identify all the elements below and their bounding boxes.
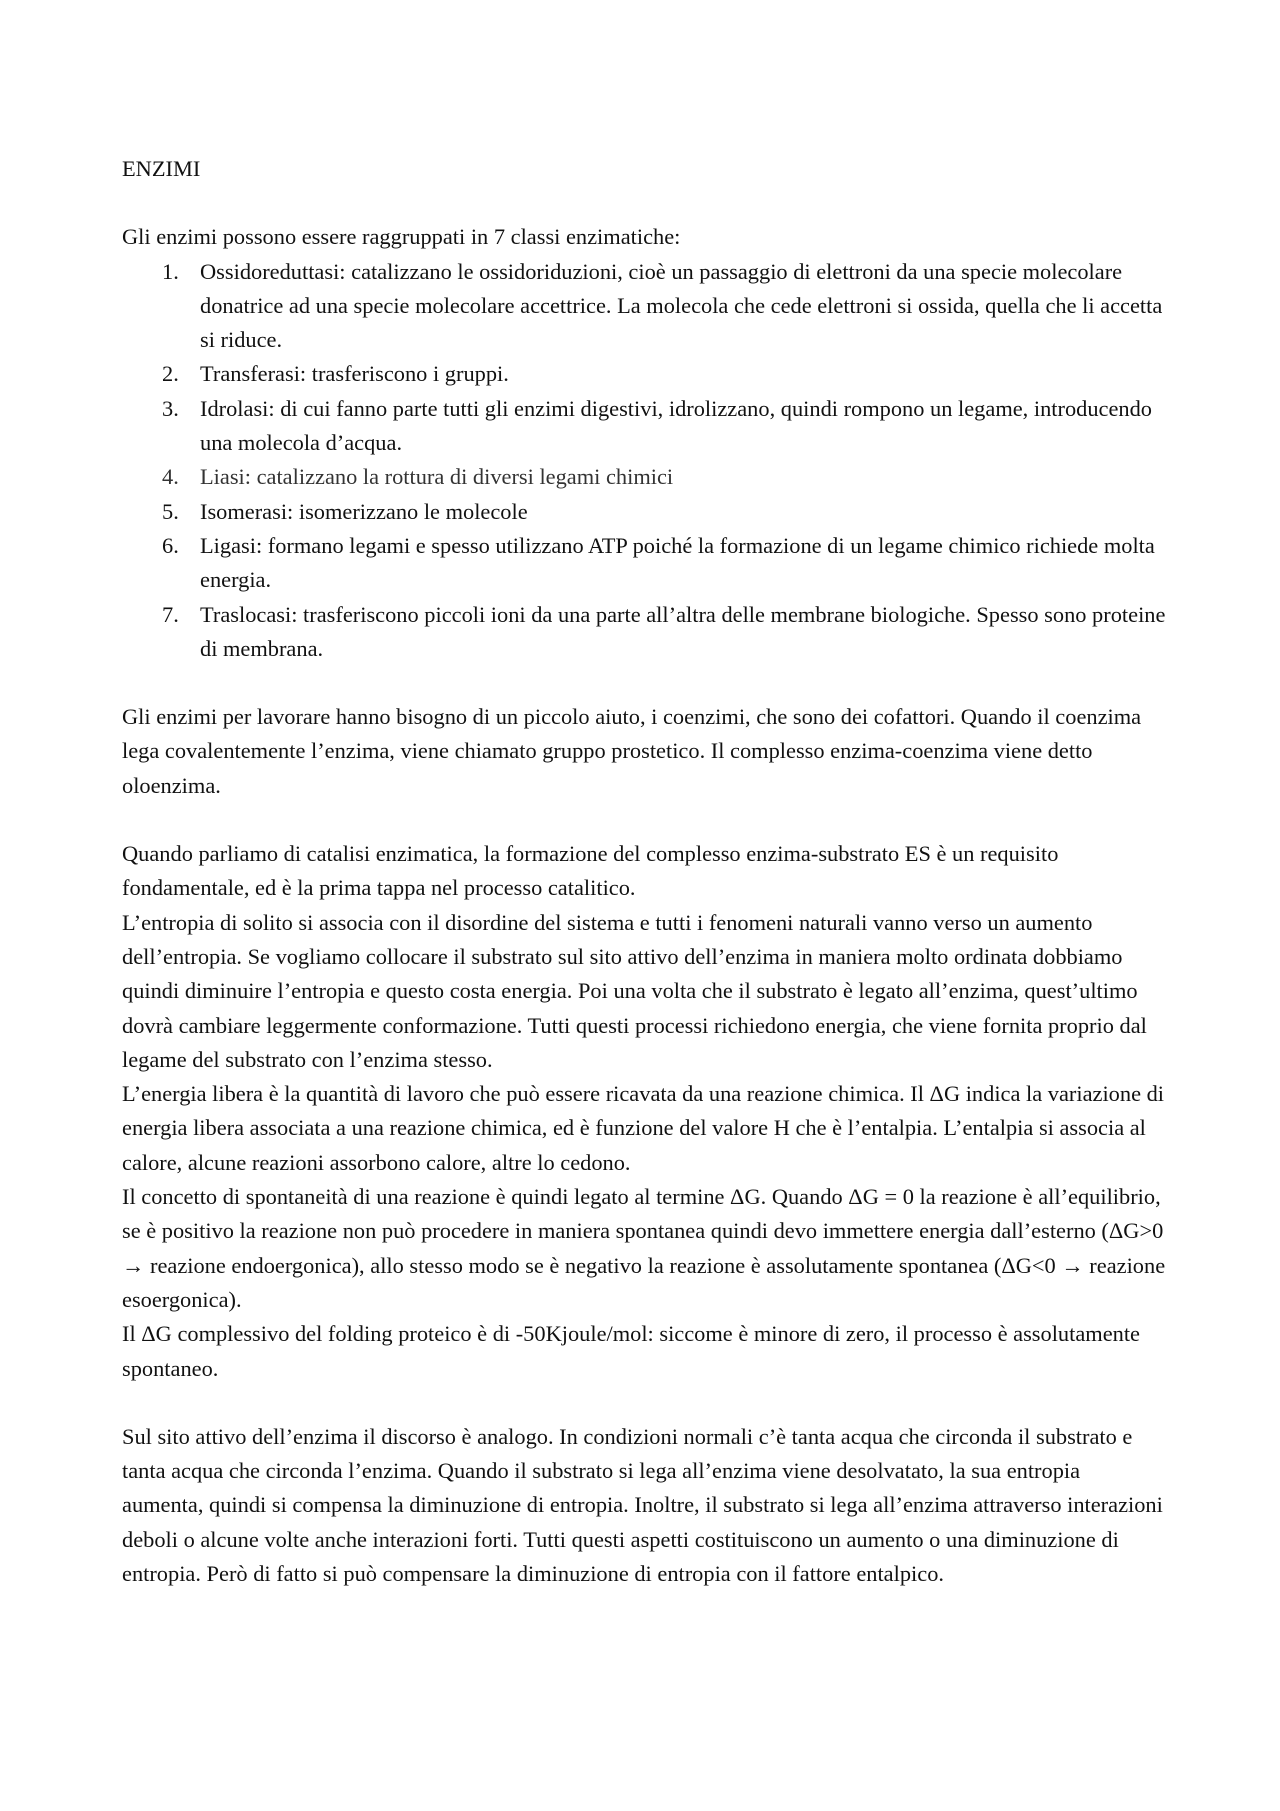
paragraph-coenzimi: Gli enzimi per lavorare hanno bisogno di un piccolo aiuto, i coenzimi, che sono dei cofattori. Quando il coenzima lega covalentemente l’enzima, viene chiamato gruppo prostetico. Il complesso enzima-coenzima viene detto oloenzima. bbox=[122, 704, 1142, 798]
list-item: Isomerasi: isomerizzano le molecole bbox=[200, 498, 528, 524]
paragraph-catalisi-1: Quando parliamo di catalisi enzimatica, la formazione del complesso enzima-substrato ES è un requisito fondamentale, ed è la prima tappa nel processo catalitico. bbox=[122, 841, 1059, 901]
list-item: Ossidoreduttasi: catalizzano le ossidoriduzioni, cioè un passaggio di elettroni da una specie molecolare donatrice ad una specie molecolare accettrice. La molecola che cede elettroni si ossida, quella che li accetta si riduce. bbox=[200, 258, 1163, 353]
intro-text: Gli enzimi possono essere raggruppati in 7 classi enzimatiche: bbox=[122, 224, 681, 250]
list-item: Ligasi: formano legami e spesso utilizzano ATP poiché la formazione di un legame chimico richiede molta energia. bbox=[200, 532, 1155, 593]
list-item: Liasi: catalizzano la rottura di diversi legami chimici bbox=[200, 464, 674, 490]
document-title: ENZIMI bbox=[122, 156, 201, 181]
list-item: Transferasi: trasferiscono i gruppi. bbox=[200, 361, 509, 387]
document-page bbox=[122, 152, 1167, 1591]
list-item: Idrolasi: di cui fanno parte tutti gli enzimi digestivi, idrolizzano, quindi rompono un legame, introducendo una molecola d’acqua. bbox=[200, 395, 1153, 456]
enzyme-classes-list bbox=[122, 255, 1167, 667]
list-item: Traslocasi: trasferiscono piccoli ioni da una parte all’altra delle membrane biologiche. Spesso sono proteine di membrana. bbox=[200, 601, 1166, 661]
paragraph-catalisi-4: Il concetto di spontaneità di una reazione è quindi legato al termine ΔG. Quando ΔG = 0 la reazione è all’equilibrio, se è positivo la reazione non può procedere in maniera spontanea quindi devo immettere energia dall’esterno (ΔG>0 → reazione endoergonica), allo stesso modo se è negativo la reazione è assolutamente spontanea (ΔG<0 → reazione esoergonica). bbox=[122, 1184, 1166, 1312]
paragraph-catalisi-3: L’energia libera è la quantità di lavoro che può essere ricavata da una reazione chimica. Il ΔG indica la variazione di energia libera associata a una reazione chimica, ed è funzione del valore H che è l’entalpia. L’entalpia si associa al calore, alcune reazioni assorbono calore, altre lo cedono. bbox=[122, 1081, 1165, 1175]
paragraph-catalisi-2: L’entropia di solito si associa con il disordine del sistema e tutti i fenomeni naturali vanno verso un aumento dell’entropia. Se vogliamo collocare il substrato sul sito attivo dell’enzima in maniera molto ordinata dobbiamo quindi diminuire l’entropia e questo costa energia. Poi una volta che il substrato è legato all’enzima, quest’ultimo dovrà cambiare leggermente conformazione. Tutti questi processi richiedono energia, che viene fornita proprio dal legame del substrato con l’enzima stesso. bbox=[122, 909, 1147, 1072]
paragraph-catalisi-5: Il ΔG complessivo del folding proteico è di -50Kjoule/mol: siccome è minore di zero, il processo è assolutamente spontaneo. bbox=[122, 1321, 1140, 1381]
paragraph-sito-attivo: Sul sito attivo dell’enzima il discorso è analogo. In condizioni normali c’è tanta acqua che circonda il substrato e tanta acqua che circonda l’enzima. Quando il substrato si lega all’enzima viene desolvatato, la sua entropia aumenta, quindi si compensa la diminuzione di entropia. Inoltre, il substrato si lega all’enzima attraverso interazioni deboli o alcune volte anche interazioni forti. Tutti questi aspetti costituiscono un aumento o una diminuzione di entropia. Però di fatto si può compensare la diminuzione di entropia con il fattore entalpico. bbox=[122, 1423, 1163, 1586]
section-catalisi bbox=[122, 837, 1167, 1386]
